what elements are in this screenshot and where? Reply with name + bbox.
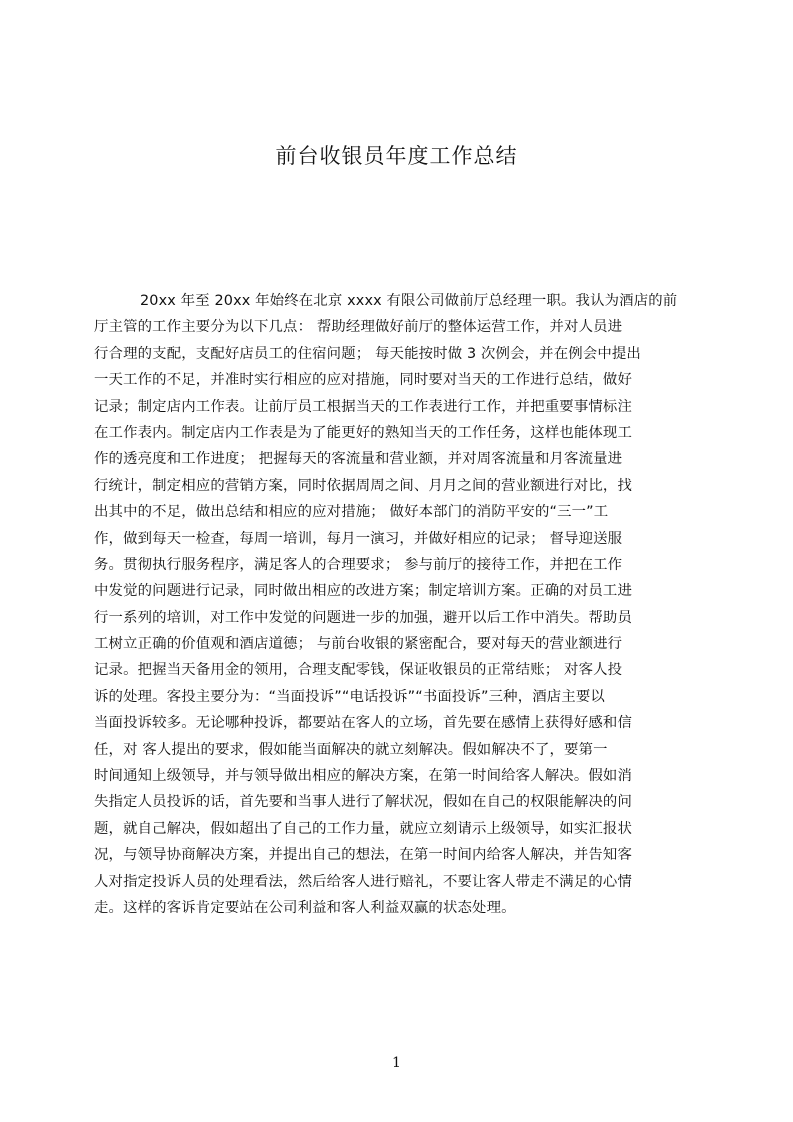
body-line: 诉的处理。客投主要分为：“当面投诉”“电话投诉”“书面投诉”三种，酒店主要以 [94, 688, 605, 705]
body-line: 任，对 客人提出的要求，假如能当面解决的就立刻解决。假如解决不了，要第一 [94, 741, 608, 758]
page-number: 1 [392, 1055, 401, 1071]
body-line: 人对指定投诉人员的处理看法，然后给客人进行赔礼，不要让客人带走不满足的心情 [94, 873, 633, 890]
body-line: 失指定人员投诉的话，首先要和当事人进行了解状况，假如在自己的权限能解决的问 [94, 794, 633, 811]
body-line: 中发觉的问题进行记录，同时做出相应的改进方案；制定培训方案。正确的对员工进 [94, 583, 633, 600]
body-line: 行统计，制定相应的营销方案，同时依据周周之间、月月之间的营业额进行对比，找 [94, 477, 633, 494]
body-line: 题，就自己解决，假如超出了自己的工作力量，就应立刻请示上级领导，如实汇报状 [94, 820, 633, 837]
body-line: 况，与领导协商解决方案，并提出自己的想法，在第一时间内给客人解决，并告知客 [94, 847, 633, 864]
body-line: 当面投诉较多。无论哪种投诉，都要站在客人的立场，首先要在感情上获得好感和信 [94, 715, 633, 732]
document-body [94, 288, 698, 938]
body-line: 在工作表内。制定店内工作表是为了能更好的熟知当天的工作任务，这样也能体现工 [94, 424, 633, 441]
body-line: 记录。把握当天备用金的领用，合理支配零钱，保证收银员的正常结账； 对客人投 [94, 662, 623, 679]
body-line: 厅主管的工作主要分为以下几点： 帮助经理做好前厅的整体运营工作，并对人员进 [94, 319, 623, 336]
document-title: 前台收银员年度工作总结 [275, 144, 518, 168]
body-line: 走。这样的客诉肯定要站在公司利益和客人利益双赢的状态处理。 [94, 899, 516, 916]
body-line: 20xx 年至 20xx 年始终在北京 xxxx 有限公司做前厅总经理一职。我认为酒店的前 [140, 293, 678, 309]
body-line: 出其中的不足，做出总结和相应的应对措施； 做好本部门的消防平安的“三一”工 [94, 504, 609, 521]
body-line: 记录；制定店内工作表。让前厅员工根据当天的工作表进行工作，并把重要事情标注 [94, 398, 633, 415]
body-line: 行合理的支配，支配好店员工的住宿问题； 每天能按时做 3 次例会，并在例会中提出 [94, 345, 641, 362]
body-line: 一天工作的不足，并准时实行相应的应对措施，同时要对当天的工作进行总结，做好 [94, 372, 633, 389]
body-line: 时间通知上级领导，并与领导做出相应的解决方案，在第一时间给客人解决。假如消 [94, 768, 633, 785]
body-line: 工树立正确的价值观和酒店道德； 与前台收银的紧密配合，要对每天的营业额进行 [94, 636, 623, 653]
body-line: 行一系列的培训，对工作中发觉的问题进一步的加强，避开以后工作中消失。帮助员 [94, 609, 633, 626]
body-line: 务。贯彻执行服务程序，满足客人的合理要求； 参与前厅的接待工作，并把在工作 [94, 556, 623, 573]
body-line: 作的透亮度和工作进度； 把握每天的客流量和营业额，并对周客流量和月客流量进 [94, 451, 623, 468]
body-line: 作，做到每天一检查，每周一培训，每月一演习，并做好相应的记录； 督导迎送服 [94, 530, 623, 547]
